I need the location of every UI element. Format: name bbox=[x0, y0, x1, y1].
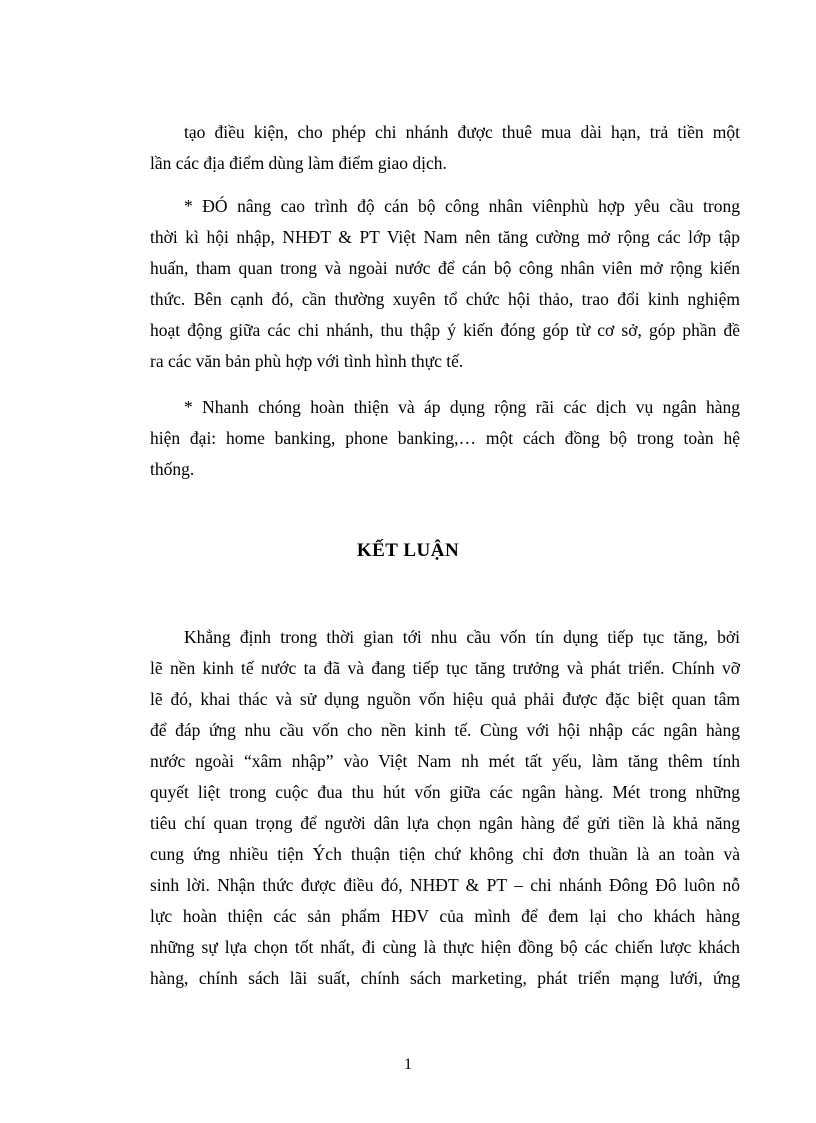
text-line: * ĐÓ nâng cao trình độ cán bộ công nhân viênphù hợp yêu cầu trong bbox=[184, 196, 740, 216]
text-line: lẽ đó, khai thác và sử dụng nguồn vốn hiệu quả phải được đặc biệt quan tâm bbox=[150, 689, 740, 709]
paragraph-modern-services bbox=[150, 392, 740, 485]
text-line: lẽ nền kinh tế nước ta đã và đang tiếp tục tăng trưởng và phát triển. Chính vỡ bbox=[150, 658, 740, 678]
text-line: sinh lời. Nhận thức được điều đó, NHĐT & PT – chi nhánh Đông Đô luôn nỗ bbox=[150, 875, 740, 895]
text-line: để đáp ứng nhu cầu vốn cho nền kinh tế. Cùng với hội nhập các ngân hàng bbox=[150, 720, 740, 740]
text-line: huấn, tham quan trong và ngoài nước để cán bộ công nhân viên mở rộng kiến bbox=[150, 258, 740, 278]
text-line: quyết liệt trong cuộc đua thu hút vốn giữa các ngân hàng. Mét trong những bbox=[150, 782, 740, 802]
text-line: cung ứng nhiều tiện Ých thuận tiện chứ không chỉ đơn thuần là an toàn và bbox=[150, 844, 740, 864]
text-line: hiện đại: home banking, phone banking,… một cách đồng bộ trong toàn hệ bbox=[150, 428, 740, 448]
text-line: nước ngoài “xâm nhập” vào Việt Nam nh mét tất yếu, làm tăng thêm tính bbox=[150, 751, 740, 771]
text-line: thức. Bên cạnh đó, cần thường xuyên tổ chức hội thảo, trao đổi kinh nghiệm bbox=[150, 289, 740, 309]
text-line: * Nhanh chóng hoàn thiện và áp dụng rộng rãi các dịch vụ ngân hàng bbox=[184, 397, 740, 417]
paragraph-branch-premises bbox=[150, 117, 740, 179]
text-line: tạo điều kiện, cho phép chi nhánh được thuê mua dài hạn, trả tiền một bbox=[184, 122, 740, 142]
text-line: hàng, chính sách lãi suất, chính sách marketing, phát triển mạng lưới, ứng bbox=[150, 968, 740, 988]
text-line: lực hoàn thiện các sản phẩm HĐV của mình để đem lại cho khách hàng bbox=[150, 906, 740, 926]
text-line: Khẳng định trong thời gian tới nhu cầu vốn tín dụng tiếp tục tăng, bởi bbox=[184, 627, 740, 647]
text-line: tiêu chí quan trọng để người dân lựa chọn ngân hàng để gửi tiền là khả năng bbox=[150, 813, 740, 833]
page-number: 1 bbox=[404, 1056, 412, 1073]
text-line: ra các văn bản phù hợp với tình hình thực tế. bbox=[150, 351, 464, 371]
text-line: lần các địa điểm dùng làm điểm giao dịch. bbox=[150, 153, 447, 173]
paragraph-staff-training bbox=[150, 191, 740, 377]
paragraph-conclusion bbox=[150, 622, 740, 994]
text-line: thời kì hội nhập, NHĐT & PT Việt Nam nên tăng cường mở rộng các lớp tập bbox=[150, 227, 740, 247]
text-line: những sự lựa chọn tốt nhất, đi cùng là thực hiện đồng bộ các chiến lược khách bbox=[150, 937, 740, 957]
text-line: thống. bbox=[150, 459, 195, 479]
section-heading-conclusion: KẾT LUẬN bbox=[356, 540, 460, 561]
text-line: hoạt động giữa các chi nhánh, thu thập ý kiến đóng góp từ cơ sở, góp phần đề bbox=[150, 320, 740, 340]
